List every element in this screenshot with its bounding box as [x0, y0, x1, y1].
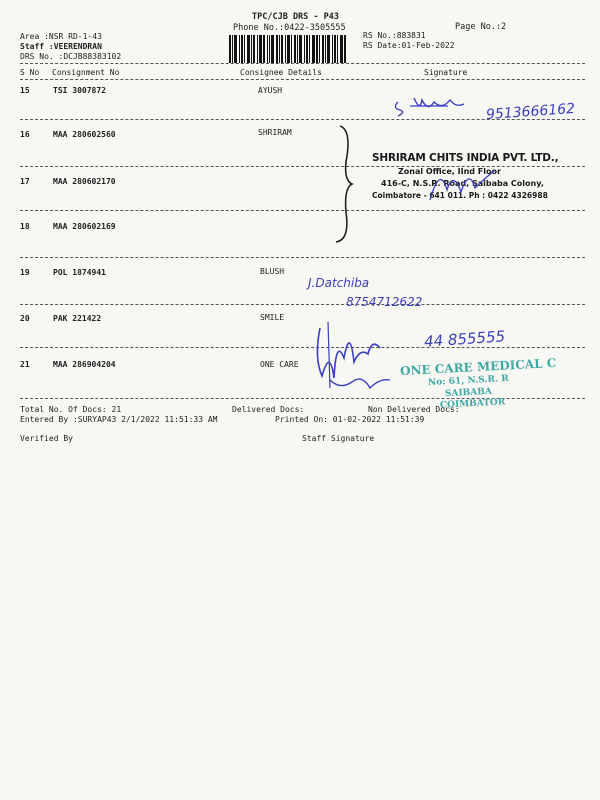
row-divider — [20, 210, 585, 211]
staff-signature: Staff Signature — [302, 434, 375, 443]
row-sno: 21 — [20, 360, 30, 369]
handwritten-phone: 9513666162 — [485, 100, 576, 124]
page-number: Page No.:2 — [455, 22, 507, 32]
stamp-address-line: SAIBABA — [444, 386, 493, 400]
row-consignment: POL 1874941 — [53, 268, 106, 277]
row-consignment: MAA 280602170 — [53, 177, 116, 186]
col-header-consignee: Consignee Details — [240, 68, 322, 77]
row-consignment: TSI 3007872 — [53, 86, 106, 95]
verified-by: Verified By — [20, 434, 73, 443]
stamp-address-line: Zonal Office, IInd Floor — [398, 167, 501, 176]
rs-number: RS No.:883831 — [363, 31, 426, 40]
row-consignment: MAA 280602560 — [53, 130, 116, 139]
row-consignment: PAK 221422 — [53, 314, 102, 323]
stamp-company-name: ONE CARE MEDICAL C — [399, 355, 557, 379]
signature-row-15 — [390, 92, 485, 122]
col-header-signature: Signature — [424, 68, 468, 77]
non-delivered-docs: Non Delivered Docs: — [368, 405, 460, 414]
handwritten-phone: 44 855555 — [423, 327, 506, 351]
row-sno: 20 — [20, 314, 30, 323]
row-sno: 19 — [20, 268, 30, 277]
row-consignee: SHRIRAM — [258, 128, 292, 137]
row-sno: 15 — [20, 86, 30, 95]
row-divider — [20, 347, 585, 348]
row-divider — [20, 304, 585, 305]
row-sno: 16 — [20, 130, 30, 139]
drs-number: DRS No. :DCJB88383102 — [20, 52, 122, 61]
row-sno: 17 — [20, 177, 30, 186]
staff-name: Staff :VEERENDRAN — [20, 42, 102, 51]
stamp-address-line: Coimbatore - 641 011. Ph : 0422 4326988 — [372, 191, 548, 200]
header-divider-top — [20, 63, 585, 64]
row-consignee: AYUSH — [258, 86, 283, 95]
row-sno: 18 — [20, 222, 30, 231]
stamp-address-line: No: 61, N.S.R. R — [427, 373, 510, 389]
entered-by: Entered By :SURYAP43 2/1/2022 11:51:33 AM — [20, 415, 218, 424]
handwritten-phone: 8754712622 — [346, 295, 423, 309]
row-consignment: MAA 280602169 — [53, 222, 116, 231]
area-code: Area :NSR RD-1-43 — [20, 32, 102, 41]
bracket-mark — [330, 122, 370, 247]
signature-row-20-21 — [310, 318, 410, 396]
row-divider — [20, 257, 585, 258]
col-header-consignment: Consignment No — [52, 68, 120, 77]
header-divider-bottom — [20, 79, 585, 80]
row-consignment: MAA 286904204 — [53, 360, 116, 369]
rs-date: RS Date:01-Feb-2022 — [363, 41, 455, 50]
stamp-address-line: 416-C, N.S.R. Road, Saibaba Colony, — [381, 179, 544, 188]
total-docs: Total No. Of Docs: 21 — [20, 405, 122, 414]
report-title: TPC/CJB DRS - P43 — [252, 12, 339, 22]
stamp-address-line: COIMBATOR — [439, 397, 506, 411]
barcode — [229, 35, 355, 63]
phone-number: Phone No.:0422-3505555 — [233, 23, 346, 33]
printed-on: Printed On: 01-02-2022 11:51:39 — [275, 415, 425, 424]
row-consignee: ONE CARE — [260, 360, 299, 369]
stamp-company-name: SHRIRAM CHITS INDIA PVT. LTD., — [372, 152, 559, 164]
row-consignee: SMILE — [260, 313, 285, 322]
row-consignee: BLUSH — [260, 267, 285, 276]
handwritten-name: J.Datchiba — [308, 276, 370, 290]
delivered-docs: Delivered Docs: — [232, 405, 305, 414]
signature-row-16 — [425, 160, 500, 210]
col-header-sno: S No — [20, 68, 40, 77]
